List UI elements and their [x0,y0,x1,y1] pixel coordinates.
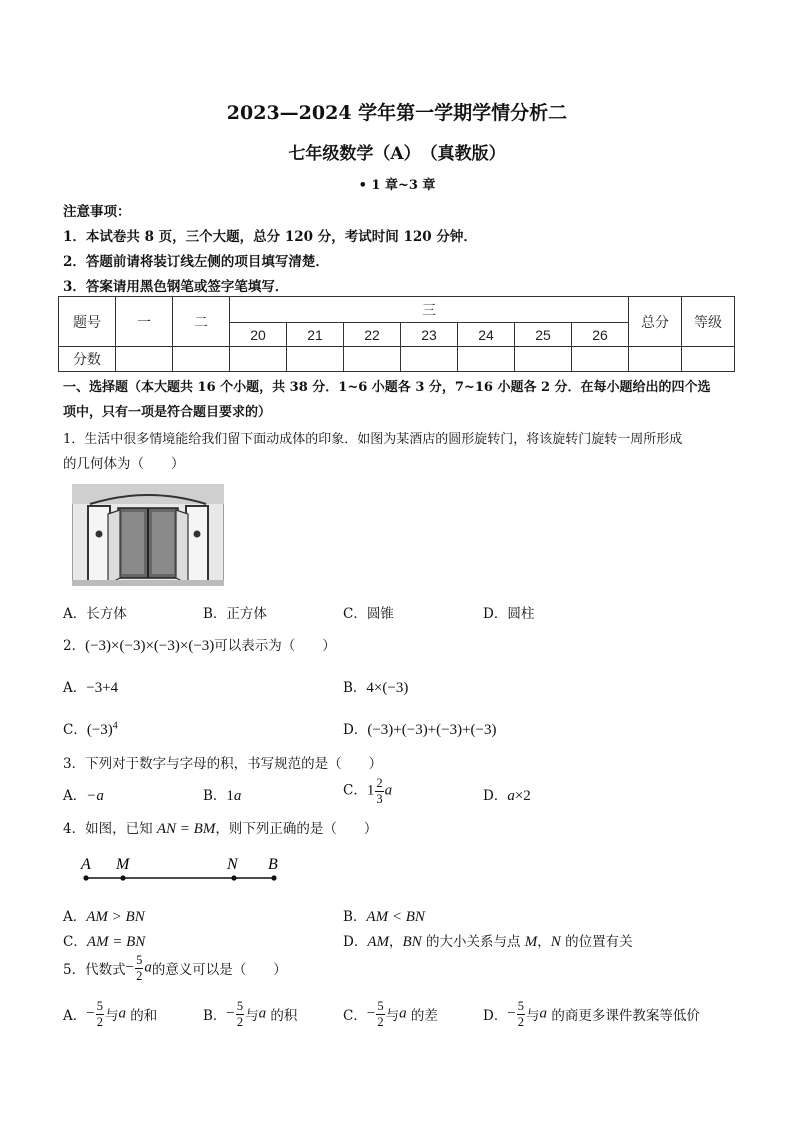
q3-option-c-label: C． [343,782,367,799]
q4-option-a[interactable] [63,905,145,926]
q5-option-c-conj: 与 [385,1008,400,1024]
cell-q20: 20 [230,323,287,347]
q4-stem [63,817,377,838]
q5-option-b-denominator: 2 [236,1014,244,1029]
q3-option-a-expr: −a [86,788,104,804]
q3-option-c[interactable] [343,777,392,805]
note-item-3: 3．答案请用黑色钢笔或签字笔填写． [63,279,289,295]
q3-option-d[interactable] [483,784,531,805]
cell-grade-label: 等级 [682,297,735,347]
exam-scope: • 1 章~3 章 [358,178,436,193]
q5-option-b-fraction [236,1000,244,1028]
q2-option-d[interactable] [343,718,497,739]
q3-option-b[interactable] [203,784,241,805]
q2-option-c[interactable] [63,718,118,739]
q4-option-b-label: B． [343,909,367,925]
q4-option-a-expr: AM > BN [86,909,145,925]
q5-option-c-denominator: 2 [377,1014,384,1029]
q3-option-c-fraction [375,777,383,805]
q3-option-b-label: B． [203,788,227,804]
cell-q24: 24 [458,323,515,347]
score-input-q26[interactable] [572,347,629,372]
q4-option-d-sep2: ， [537,934,551,950]
q4-option-c-expr: AM = BN [86,934,146,950]
q4-point-n [231,875,236,880]
score-input-q25[interactable] [515,347,572,372]
q5-option-c-label: C． [343,1008,367,1024]
score-input-q23[interactable] [401,347,458,372]
cell-q26: 26 [572,323,629,347]
q4-line-segment-figure [74,852,290,888]
q5-option-c[interactable] [343,1000,438,1028]
q4-stem-prefix: 4．如图，已知 [63,821,157,837]
q2-option-d-label: D． [343,722,368,738]
q5-stem-fraction [135,954,143,982]
q2-option-a[interactable] [63,676,118,697]
q5-option-a[interactable] [63,1000,157,1028]
note-item-2: 2．答题前请将装订线左侧的项目填写清楚． [63,254,329,270]
q5-option-b[interactable] [203,1000,297,1028]
q3-option-a-label: A． [63,788,87,804]
q4-option-b[interactable] [343,905,425,926]
q4-option-c-label: C． [63,934,87,950]
cell-section-two: 二 [173,297,230,347]
q5-option-d-conj: 与 [526,1008,540,1024]
q4-point-m [120,875,125,880]
q3-option-b-coef: 1 [226,788,234,804]
q5-option-d[interactable] [483,1000,700,1028]
q2-option-c-base: (−3) [86,722,113,738]
score-input-q22[interactable] [344,347,401,372]
q1-option-d[interactable]: D．圆柱 [483,606,535,622]
note-item-1: 1．本试卷共 8 页，三个大题，总分 120 分，考试时间 120 分钟． [63,229,477,245]
q5-option-b-minus: − [226,1005,235,1022]
section-one-heading-line1: 一、选择题（本大题共 16 个小题，共 38 分．1~6 小题各 3 分，7~16 小题各 2 分．在每小题给出的四个选 [63,380,711,395]
q1-option-c[interactable]: C．圆锥 [343,606,394,622]
q4-stem-expression: AN = BM [156,821,216,837]
q5-option-d-minus: − [507,1005,516,1022]
q2-option-b[interactable] [343,676,408,697]
q3-option-d-var: a [507,788,515,804]
q2-option-c-label: C． [63,722,87,738]
q5-option-a-var: a [118,1005,126,1022]
q5-option-b-var: a [258,1005,267,1022]
score-input-two[interactable] [173,347,230,372]
q5-stem-suffix: 的意义可以是（ ） [151,962,287,978]
q5-option-b-label: B． [203,1008,227,1024]
q3-stem: 3．下列对于数字与字母的积，书写规范的是（ ） [63,756,383,772]
q3-option-c-whole: 1 [366,782,375,799]
q5-stem [63,954,287,982]
q3-option-c-var: a [384,782,393,799]
q4-option-d-am: AM [367,934,389,950]
revolving-door-photo [72,484,224,586]
q5-stem-denominator: 2 [136,968,143,983]
q4-option-a-label: A． [63,909,87,925]
q5-option-a-fraction [96,1000,104,1028]
q2-stem-suffix: 可以表示为（ ） [214,638,336,654]
cell-q21: 21 [287,323,344,347]
cell-q25: 25 [515,323,572,347]
score-input-one[interactable] [116,347,173,372]
cell-q23: 23 [401,323,458,347]
score-input-q24[interactable] [458,347,515,372]
cell-total-label: 总分 [629,297,682,347]
q5-option-b-conj: 与 [245,1008,259,1024]
q3-option-d-label: D． [483,788,508,804]
q2-stem-expression: (−3)×(−3)×(−3)×(−3) [85,638,215,654]
q4-option-d-end: 的位置有关 [560,934,633,950]
q4-option-d-n: N [550,934,561,950]
q5-stem-minus: − [125,959,135,976]
score-input-grade[interactable] [682,347,735,372]
q5-option-d-label: D． [483,1008,508,1024]
cell-section-three: 三 [230,297,629,323]
q4-option-b-expr: AM < BN [366,909,425,925]
q5-option-c-fraction [376,1000,384,1028]
q4-option-d-mid: 的大小关系与点 [421,934,525,950]
score-input-total[interactable] [629,347,682,372]
q1-option-a[interactable]: A．长方体 [63,606,127,622]
q4-option-d[interactable] [343,930,633,951]
q5-option-c-tail: 的差 [406,1008,438,1024]
q3-option-c-denominator: 3 [376,791,383,806]
q2-option-a-expr: −3+4 [86,680,119,696]
q5-option-c-var: a [399,1005,407,1022]
q5-option-a-numerator: 5 [96,999,103,1013]
q5-option-a-denominator: 2 [96,1014,103,1029]
q5-option-b-tail: 的积 [266,1008,298,1024]
q3-option-d-rest: ×2 [514,788,531,804]
q4-option-d-sep: ， [389,934,403,950]
q4-label-b: B [268,856,278,873]
q1-text-line1: 1．生活中很多情境能给我们留下面动成体的印象．如图为某酒店的圆形旋转门，将该旋转门旋转一周所形成 [63,432,683,447]
q5-option-c-numerator: 5 [377,999,384,1013]
q2-option-b-label: B． [343,680,367,696]
exam-title: 2023—2024 学年第一学期学情分析二 [226,102,568,124]
q5-option-c-minus: − [366,1005,376,1022]
q1-text-line2: 的几何体为（ ） [63,456,185,472]
q5-option-a-minus: − [86,1005,95,1022]
q5-option-a-tail: 的和 [125,1008,158,1024]
q5-option-d-numerator: 5 [517,999,525,1013]
cell-section-one: 一 [116,297,173,347]
q5-stem-prefix: 5．代数式 [63,962,126,978]
q4-option-d-bn: BN [402,934,422,950]
q5-option-d-tail: 的商更多课件教案等低价 [547,1008,700,1024]
notes-heading: 注意事项： [63,204,131,220]
q2-option-a-label: A． [63,680,87,696]
q2-option-c-exponent: 4 [112,720,118,732]
score-table [58,296,735,372]
q4-option-d-label: D． [343,934,368,950]
q2-option-b-expr: 4×(−3) [366,680,409,696]
q4-option-c[interactable] [63,930,145,951]
q5-option-b-numerator: 5 [236,999,244,1013]
q4-label-n: N [227,856,238,873]
q5-stem-var: a [144,959,152,976]
section-one-heading-line2: 项中，只有一项是符合题目要求的） [63,405,272,420]
q4-option-d-m: M [524,934,538,950]
q5-option-a-label: A． [63,1008,87,1024]
q5-option-d-var: a [539,1005,548,1022]
q4-point-b [271,875,276,880]
q2-stem-prefix: 2． [63,638,86,654]
score-input-q21[interactable] [287,347,344,372]
q2-option-d-expr: (−3)+(−3)+(−3)+(−3) [367,722,497,738]
q5-stem-numerator: 5 [136,953,143,967]
q4-label-a: A [81,856,91,873]
cell-question-number-label: 题号 [59,297,116,347]
exam-subtitle: 七年级数学（A） （真教版） [288,144,506,164]
q4-label-m: M [116,856,130,873]
q3-option-c-numerator: 2 [376,776,383,790]
q5-option-a-conj: 与 [104,1008,119,1024]
q5-option-d-denominator: 2 [517,1014,525,1029]
score-input-q20[interactable] [230,347,287,372]
q3-option-b-var: a [233,788,242,804]
q2-stem [63,634,336,655]
q5-option-d-fraction [517,1000,525,1028]
q4-point-a [83,875,88,880]
cell-score-label: 分数 [59,347,116,372]
q3-option-a[interactable] [63,784,104,805]
cell-q22: 22 [344,323,401,347]
q1-option-b[interactable]: B．正方体 [203,606,267,622]
q4-stem-suffix: ，则下列正确的是（ ） [215,821,378,837]
